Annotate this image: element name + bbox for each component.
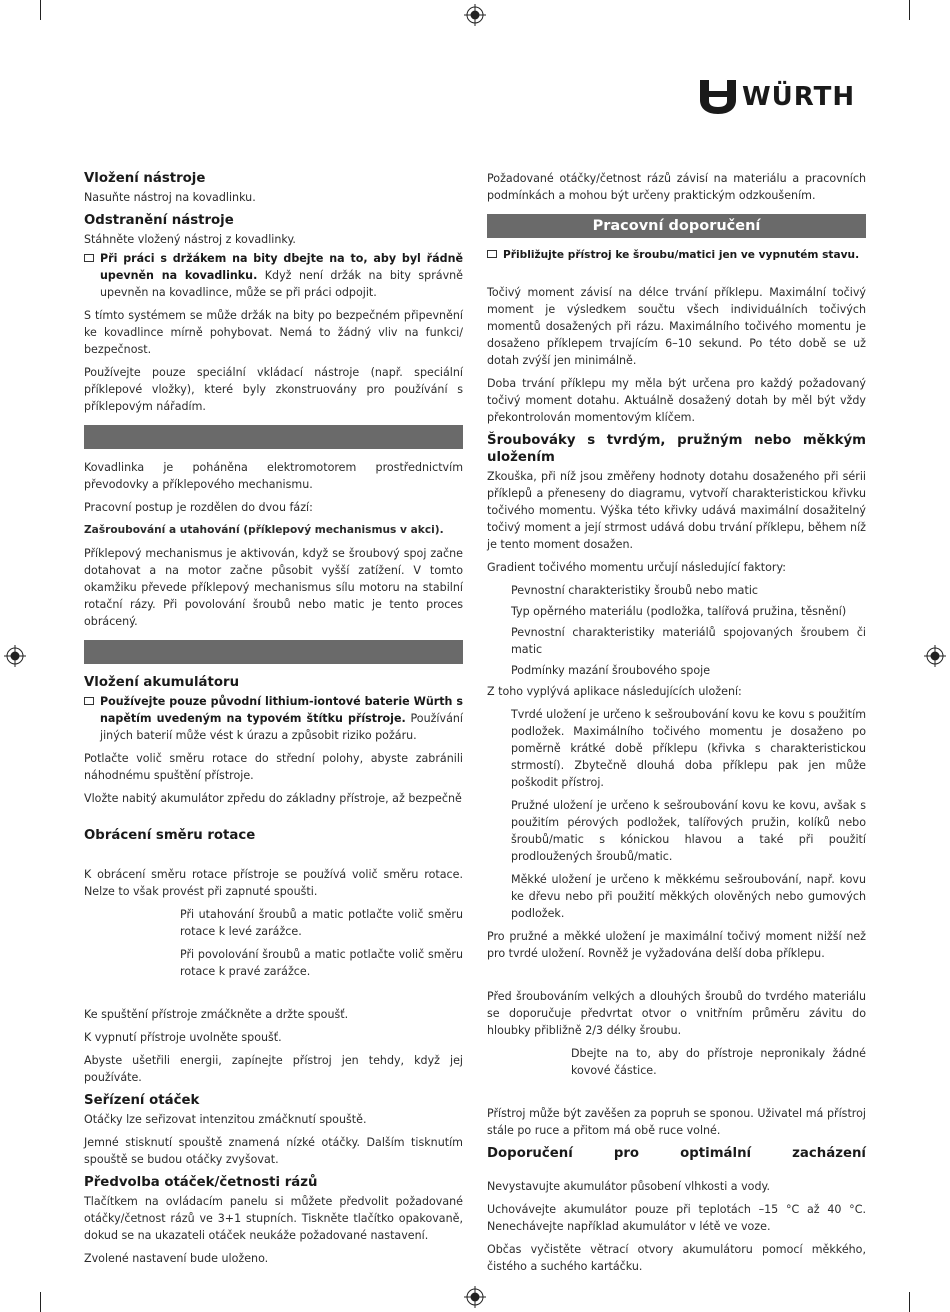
paragraph: Z toho vyplývá aplikace následujících uložení: [487, 685, 742, 698]
right-column [487, 170, 866, 1281]
paragraph: Zvolené nastavení bude uloženo. [84, 1252, 269, 1265]
section-title: Vložení akumulátoru [84, 675, 240, 690]
section-title: Doporučení pro optimální zacházení [487, 1146, 866, 1161]
paragraph: Tlačítkem na ovládacím panelu si můžete předvolit požadované otáčky/četnost rázů ve 3+1 stupních. Tiskněte tlačítko opakovaně, dokud se na ukazateli otáček neukáže požadované nastavení. [84, 1195, 463, 1242]
registration-mark-icon [924, 645, 946, 667]
paragraph: Příklepový mechanismus je aktivován, když se šroubový spoj začne dotahovat a na motor začne působit vyšší zatížení. V tomto okamžiku převede příklepový mechanismus sílu motoru na stabilní rotační rázy. Při povolování šroubů nebo matic je tento proces obrácený. [84, 547, 463, 628]
factor-item: Typ opěrného materiálu (podložka, talířová pružina, těsnění) [511, 605, 847, 618]
factor-item: Podmínky mazání šroubového spoje [511, 664, 711, 677]
section-title: Odstranění nástroje [84, 213, 234, 228]
paragraph: Zkouška, při níž jsou změřeny hodnoty dotahu dosaženého při sérii příklepů a přeneseny do diagramu, vytvoří charakteristickou křivku točivého momentu. Výška této křivky udává maximální dosažitelný točivý moment a její strmost udává dobu trvání příklepu, během níž je tento moment dosažen. [487, 470, 866, 551]
factor-item: Pevnostní charakteristiky materiálů spojovaných šroubem či matic [511, 626, 866, 656]
note-item [84, 693, 463, 744]
paragraph: Pro pružné a měkké uložení je maximální točivý moment nižší než pro tvrdé uložení. Rovněž je vyžadována delší doba příklepu. [487, 930, 866, 960]
paragraph: Potlačte volič směru rotace do střední polohy, abyste zabránili náhodnému spuštění přístroje. [84, 752, 463, 782]
crop-mark [40, 1292, 41, 1312]
brand-name: WÜRTH [742, 82, 856, 112]
paragraph: Ke spuštění přístroje zmáčkněte a držte spoušť. [84, 1008, 349, 1021]
section-title: Vložení nástroje [84, 171, 206, 186]
registration-mark-icon [464, 1286, 486, 1308]
note-text: Když není držák na bity správně upevněn na kovadlince, může se při práci odpojit. [100, 269, 463, 299]
paragraph: K obrácení směru rotace přístroje se používá volič směru rotace. Nelze to však provést při zapnuté spoušti. [84, 868, 463, 898]
crop-mark [909, 1292, 910, 1312]
checkbox-square-icon [84, 254, 94, 262]
checkbox-square-icon [487, 250, 497, 258]
note-bold: Přibližujte přístroj ke šroubu/matici jen ve vypnutém stavu. [503, 249, 860, 261]
wurth-logo [700, 80, 855, 114]
crop-mark [909, 0, 910, 20]
section-header-bar [84, 640, 463, 664]
section-header-bar [84, 425, 463, 449]
registration-mark-icon [4, 645, 26, 667]
registration-mark-icon [464, 4, 486, 26]
paragraph: Točivý moment závisí na délce trvání příklepu. Maximální točivý moment je výsledkem součtu všech individuálních točivých momentů dosažených při rázu. Maximálního točivého momentu je dosaženo příklepem trvajícím 6–10 sekund. Po této době se už dotah zvýší jen minimálně. [487, 286, 866, 367]
paragraph: Doba trvání příklepu my měla být určena pro každý požadovaný točivý moment dotahu. Aktuálně dosažený dotah by měl být vždy překontrolován momentovým klíčem. [487, 377, 866, 424]
paragraph: Přístroj může být zavěšen za popruh se sponou. Uživatel má přístroj stále po ruce a přitom má obě ruce volné. [487, 1107, 866, 1137]
application-item: Pružné uložení je určeno k sešroubování kovu ke kovu, avšak s použitím pérových podložek, talířových pružin, kolíků nebo šroubů/matic s kónickou hlavou a také při použití prodloužených šroubů/matic. [511, 799, 866, 863]
application-item: Měkké uložení je určeno k měkkému sešroubování, např. kovu ke dřevu nebo při použití měkkých olověných nebo gumových podložek. [511, 873, 866, 920]
paragraph: Nasuňte nástroj na kovadlinku. [84, 191, 256, 204]
wurth-logo-icon [700, 80, 736, 114]
paragraph: Pracovní postup je rozdělen do dvou fází: [84, 501, 313, 514]
note-item [84, 250, 463, 301]
crop-mark [40, 0, 41, 20]
paragraph: S tímto systémem se může držák na bity po bezpečném připevnění ke kovadlince mírně pohybovat. Nemá to žádný vliv na funkci/ bezpečnost. [84, 309, 463, 356]
paragraph: Používejte pouze speciální vkládací nástroje (např. speciální příklepové vložky), které byly zkonstruovány pro používání s příklepovým nářadím. [84, 366, 463, 413]
paragraph: Požadované otáčky/četnost rázů závisí na materiálu a pracovních podmínkách a mohou být určeny praktickým odzkoušením. [487, 172, 866, 202]
note-text: Používání jiných baterií může vést k úrazu a způsobit riziko požáru. [100, 712, 463, 742]
paragraph: Otáčky lze seřizovat intenzitou zmáčknutí spouště. [84, 1113, 367, 1126]
paragraph: Uchovávejte akumulátor pouze při teplotách –15 °C až 40 °C. Nenechávejte například akumulátor v létě ve voze. [487, 1203, 866, 1233]
paragraph: Při utahování šroubů a matic potlačte volič směru rotace k levé zarážce. [180, 908, 463, 938]
section-title: Šroubováky s tvrdým, pružným nebo měkkým uložením [487, 433, 866, 465]
paragraph: Vložte nabitý akumulátor zpředu do základny přístroje, až bezpečně [84, 792, 462, 805]
paragraph: Nevystavujte akumulátor působení vlhkosti a vody. [487, 1180, 771, 1193]
paragraph: Kovadlinka je poháněna elektromotorem prostřednictvím převodovky a příklepového mechanismu. [84, 461, 463, 491]
paragraph: Dbejte na to, aby do přístroje nepronikaly žádné kovové částice. [571, 1047, 866, 1077]
note-item [487, 246, 866, 264]
left-column [84, 170, 463, 1273]
paragraph: Stáhněte vložený nástroj z kovadlinky. [84, 233, 296, 246]
paragraph: Abyste ušetřili energii, zapínejte přístroj jen tehdy, když jej používáte. [84, 1054, 463, 1084]
section-title: Seřízení otáček [84, 1093, 200, 1108]
section-header-bar: Pracovní doporučení [487, 214, 866, 238]
paragraph: Gradient točivého momentu určují následující faktory: [487, 561, 786, 574]
section-title: Předvolba otáček/četnosti rázů [84, 1175, 318, 1190]
paragraph: K vypnutí přístroje uvolněte spoušť. [84, 1031, 282, 1044]
paragraph-bold: Zašroubování a utahování (příklepový mechanismus v akci). [84, 524, 444, 536]
note-bold: Používejte pouze původní lithium-iontové baterie Würth s napětím uvedeným na typovém štítku přístroje. [100, 695, 463, 725]
checkbox-square-icon [84, 697, 94, 705]
paragraph: Při povolování šroubů a matic potlačte volič směru rotace k pravé zarážce. [180, 948, 463, 978]
paragraph: Před šroubováním velkých a dlouhých šroubů do tvrdého materiálu se doporučuje předvrtat otvor o vnitřním průměru závitu do hloubky přibližně 2/3 délky šroubu. [487, 990, 866, 1037]
note-bold: Při práci s držákem na bity dbejte na to, aby byl řádně upevněn na kovadlinku. [100, 252, 463, 282]
application-item: Tvrdé uložení je určeno k sešroubování kovu ke kovu s použitím podložek. Maximálního točivého momentu je dosaženo po poměrně krátké době příklepu (křivka s charakteristickou strmostí). Zbytečně dlouhá doba příklepu pak jen může poškodit přístroj. [511, 708, 866, 789]
paragraph: Jemné stisknutí spouště znamená nízké otáčky. Dalším tisknutím spouště se budou otáčky zvyšovat. [84, 1136, 463, 1166]
paragraph: Občas vyčistěte větrací otvory akumulátoru pomocí měkkého, čistého a suchého kartáčku. [487, 1243, 866, 1273]
section-title: Obrácení směru rotace [84, 828, 256, 843]
factor-item: Pevnostní charakteristiky šroubů nebo matic [511, 584, 758, 597]
